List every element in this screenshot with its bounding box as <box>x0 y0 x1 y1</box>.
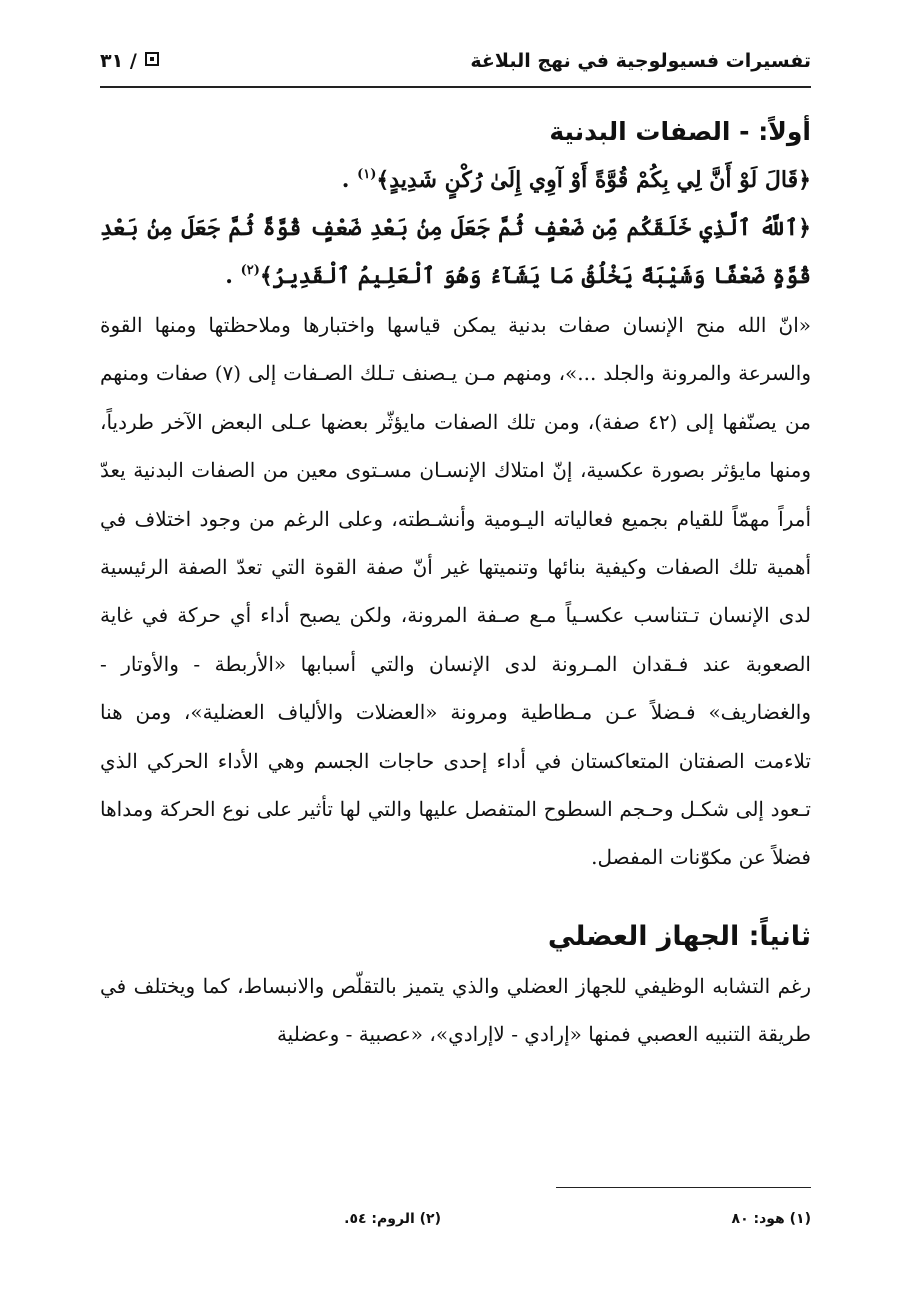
section-heading-physical-traits: أولاً: - الصفات البدنية <box>549 117 811 146</box>
book-title: تفسيرات فسيولوجية في نهج البلاغة <box>470 50 811 72</box>
page-number-text: ٣١ / <box>100 50 137 72</box>
body-paragraph-2: رغم التشابه الوظيفي للجهاز العضلي والذي يتميز بالتقلّص والانبساط، كما ويختلف في طريقة التنبيه العصبي فمنها «إرادي - لاإرادي»، «عصبية - وعضلية <box>100 973 811 1047</box>
footnote-2: (٢) الروم: ٥٤. <box>344 1211 441 1227</box>
quran-verse-1: ﴿قَالَ لَوْ أَنَّ لِي بِكُمْ قُوَّةً أَوْ آوِي إِلَىٰ رُكْنٍ شَدِيدٍ﴾$^{(١)}$ . <box>341 167 811 193</box>
footnote-ref-2: (٢) <box>240 263 260 278</box>
section-spacer <box>100 882 811 912</box>
square-ornament-icon <box>145 52 159 66</box>
footnotes <box>100 1211 811 1237</box>
body-paragraph-1: «انّ الله منح الإنسان صفات بدنية يمكن قياسها واختبارها وملاحظتها ومنها القوة والسرعة والمرونة والجلد ...»، ومنهم مـن يـصنف تـلك الصـفات إلى (٧) صفات ومنهم من يصنّفها إلى (٤٢ صفة)، ومن تلك الصفات مايؤثّر بعضها عـلى البعض الآخر طردياً، ومنها مايؤثر بصورة عكسية، إنّ امتلاك الإنسـان مسـتوى معين من الصفات البدنية يعدّ أمراً مهمّاً للقيام بجميع فعالياته اليـومية وأنشـطته، وعلى الرغم من وجود اختلاف في أهمية تلك الصفات وكيفية بنائها وتنميتها غير أنّ صفة القوة التي تعدّ الصفة الرئيسية لدى الإنسان تـتناسب عكسـياً مـع صـفة المرونة، ولكن يصبح أداء أي حركة في غاية الصعوبة عند فـقدان المـرونة لدى الإنسان والتي أسبابها «الأربطة - والأوتار - والغضاريف» فـضلاً عـن مـطاطية ومرونة «العضلات والألياف العضلية»، ومن هنا تلاءمت الصفتان المتعاكستان في أداء إحدى حاجات الجسم وهي الأداء الحركي الذي تـعود إلى شكـل وحـجم السطوح المتفصل عليها والتي لها تأثير على نوع الحركة ومداها فضلاً عن مكوّنات المفصل. <box>100 313 811 870</box>
verse-2-text: ﴿ٱللَّهُ ٱلَّذِي خَلَقَكُم مِّن ضَعْفٍ ثُمَّ جَعَلَ مِنۢ بَعْدِ ضَعْفٍ قُوَّةً ثُمَّ جَعَلَ مِنۢ بَعْدِ قُوَّةٍ ضَعْفًا وَشَيْبَةً يَخْلُقُ مَا يَشَآءُ وَهُوَ ٱلْعَلِيمُ ٱلْقَدِيرُ﴾ <box>100 215 811 289</box>
footnote-divider <box>556 1187 811 1188</box>
footnote-1: (١) هود: ٨٠ <box>731 1211 811 1227</box>
footnote-ref-1: (١) <box>357 167 377 182</box>
page-number <box>100 50 165 72</box>
running-header <box>100 46 811 88</box>
quran-verse-2: ﴿ٱللَّهُ ٱلَّذِي خَلَقَكُم مِّن ضَعْفٍ ثُمَّ جَعَلَ مِنۢ بَعْدِ ضَعْفٍ قُوَّةً ثُمَّ جَعَلَ مِنۢ بَعْدِ قُوَّةٍ ضَعْفًا وَشَيْبَةً يَخْلُقُ مَا يَشَآءُ وَهُوَ ٱلْعَلِيمُ ٱلْقَدِيرُ﴾$^{(٢)}$ . <box>100 215 811 289</box>
verse-1-text: ﴿قَالَ لَوْ أَنَّ لِي بِكُمْ قُوَّةً أَوْ آوِي إِلَىٰ رُكْنٍ شَدِيدٍ﴾ <box>376 167 811 193</box>
section-heading-muscular-system: ثانياً: الجهاز العضلي <box>547 920 811 952</box>
main-text <box>100 108 811 1059</box>
